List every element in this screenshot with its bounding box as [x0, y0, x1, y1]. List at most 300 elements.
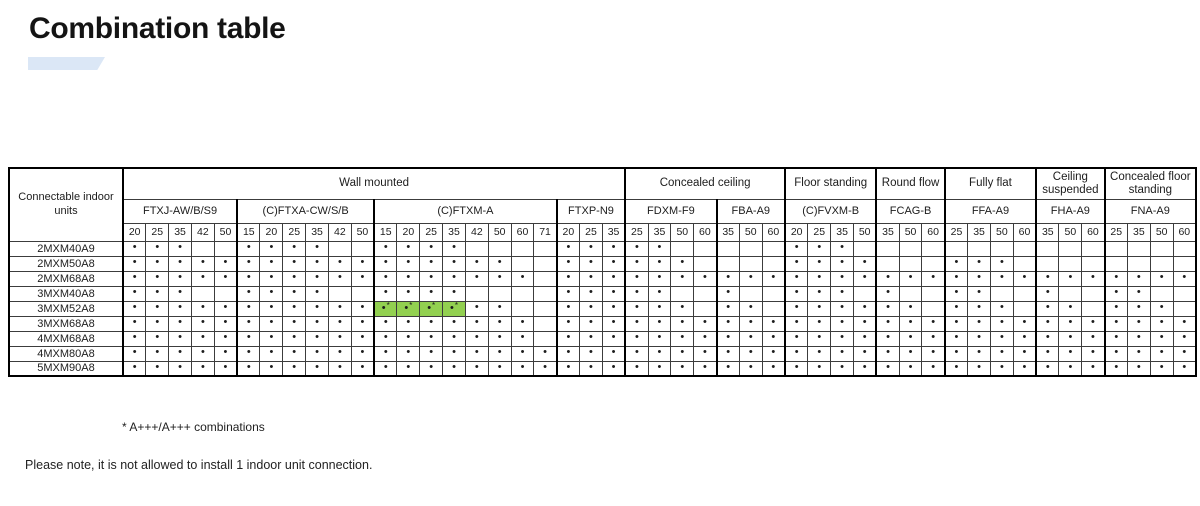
size-header: 60	[762, 223, 785, 241]
dot-marker: •	[497, 316, 502, 328]
combination-cell	[191, 331, 214, 346]
combination-cell	[283, 316, 306, 331]
combination-cell	[854, 301, 877, 316]
dot-marker: •	[680, 256, 685, 268]
combination-cell	[648, 331, 671, 346]
combination-cell	[580, 256, 603, 271]
dot-marker: •	[886, 301, 890, 313]
dot-marker: •	[269, 346, 274, 358]
combination-cell	[1150, 331, 1173, 346]
combination-cell	[260, 301, 283, 316]
combination-cell	[146, 316, 169, 331]
combination-cell	[602, 256, 625, 271]
dot-marker: •	[726, 316, 731, 328]
size-header: 60	[1082, 223, 1105, 241]
size-header: 50	[351, 223, 374, 241]
combination-cell	[283, 301, 306, 316]
dot-marker: •	[862, 316, 867, 328]
combination-cell	[580, 286, 603, 301]
combination-cell-empty	[1127, 241, 1150, 256]
combination-cell	[443, 271, 466, 286]
combination-cell	[169, 256, 192, 271]
dot-marker: •	[383, 331, 388, 343]
dot-marker: •	[817, 346, 822, 358]
dot-marker: •	[132, 241, 137, 253]
dot-marker: •	[748, 316, 753, 328]
dot-marker: •	[886, 286, 890, 298]
dot-marker: •	[999, 256, 1004, 268]
combination-cell	[717, 331, 740, 346]
combination-cell	[488, 256, 511, 271]
combination-cell	[237, 271, 260, 286]
star-marker: *	[432, 301, 436, 310]
combination-cell	[762, 331, 785, 346]
dot-marker: •	[566, 241, 571, 253]
combination-cell	[717, 301, 740, 316]
combination-cell	[534, 346, 557, 361]
dot-marker: •	[748, 301, 753, 313]
dot-marker: •	[931, 346, 936, 358]
dot-marker: •	[702, 316, 707, 328]
combination-cell	[237, 256, 260, 271]
dot-marker: •	[429, 361, 434, 373]
dot-marker: •	[223, 271, 228, 283]
combination-cell	[1036, 346, 1059, 361]
combination-cell	[648, 241, 671, 256]
combination-cell	[214, 271, 237, 286]
combination-cell	[1082, 346, 1105, 361]
combination-cell	[328, 256, 351, 271]
combination-cell	[420, 316, 443, 331]
dot-marker: •	[452, 361, 456, 373]
dot-marker: •	[977, 346, 981, 358]
dot-marker: •	[269, 331, 274, 343]
dot-marker: •	[977, 316, 981, 328]
dot-marker: •	[977, 256, 981, 268]
combination-cell	[123, 346, 146, 361]
combination-cell-empty	[899, 286, 922, 301]
dot-marker: •	[1068, 271, 1073, 283]
combination-cell	[1013, 346, 1036, 361]
dot-marker: •	[269, 361, 274, 373]
dot-marker: •	[794, 316, 799, 328]
dot-marker: •	[657, 271, 662, 283]
combination-cell	[374, 331, 397, 346]
dot-marker: •	[429, 346, 434, 358]
size-header: 25	[580, 223, 603, 241]
combination-cell	[465, 271, 488, 286]
dot-marker: •	[634, 331, 639, 343]
combination-cell	[876, 271, 899, 286]
combination-cell-empty	[694, 241, 717, 256]
combination-cell-empty	[990, 286, 1013, 301]
combination-cell	[191, 346, 214, 361]
dot-marker: •	[1091, 271, 1095, 283]
combination-cell	[306, 316, 329, 331]
dot-marker: •	[840, 241, 845, 253]
combination-cell	[557, 256, 580, 271]
dot-marker: •	[132, 256, 137, 268]
dot-marker: •	[840, 271, 845, 283]
dot-marker: •	[680, 346, 685, 358]
dot-marker: •	[474, 346, 479, 358]
dot-marker: •	[589, 346, 593, 358]
size-header: 20	[397, 223, 420, 241]
combination-cell	[648, 301, 671, 316]
dot-marker: •	[1045, 346, 1050, 358]
combination-cell	[854, 331, 877, 346]
dot-marker: •	[634, 241, 639, 253]
combination-cell	[169, 346, 192, 361]
combination-cell	[511, 331, 534, 346]
combination-cell	[511, 346, 534, 361]
combination-cell	[1082, 331, 1105, 346]
group-header: Floor standing	[785, 168, 876, 199]
combination-cell-empty	[1105, 256, 1128, 271]
dot-marker: •	[1182, 346, 1187, 358]
size-header: 35	[602, 223, 625, 241]
dot-marker: •	[702, 346, 707, 358]
combination-cell	[351, 346, 374, 361]
combination-cell	[1173, 346, 1196, 361]
dot-marker: •	[680, 301, 685, 313]
combination-cell	[602, 346, 625, 361]
combination-cell	[762, 316, 785, 331]
combination-cell-empty	[534, 316, 557, 331]
combination-cell-empty	[351, 241, 374, 256]
combination-cell	[328, 301, 351, 316]
combination-cell	[625, 301, 648, 316]
dot-marker: •	[452, 286, 456, 298]
combination-cell	[1105, 301, 1128, 316]
table-row	[9, 286, 1196, 301]
dot-marker: •	[360, 256, 365, 268]
dot-marker: •	[862, 346, 867, 358]
combination-cell	[1082, 361, 1105, 376]
combination-cell-empty	[990, 241, 1013, 256]
combination-cell	[351, 256, 374, 271]
dot-marker: •	[337, 301, 342, 313]
combination-cell	[1173, 316, 1196, 331]
combination-cell	[169, 316, 192, 331]
dot-marker: •	[817, 256, 822, 268]
group-header: Round flow	[876, 168, 944, 199]
combination-cell	[831, 241, 854, 256]
dot-marker: •	[886, 331, 890, 343]
combination-cell	[465, 316, 488, 331]
group-header: Wall mounted	[123, 168, 625, 199]
combination-cell	[785, 346, 808, 361]
dot-marker: •	[954, 361, 959, 373]
dot-marker: •	[520, 331, 525, 343]
dot-marker: •	[132, 361, 137, 373]
combination-cell	[420, 241, 443, 256]
dot-marker: •	[383, 346, 388, 358]
dot-marker: •	[999, 331, 1004, 343]
combination-cell	[694, 316, 717, 331]
dot-marker: •	[1022, 331, 1027, 343]
dot-marker: •	[908, 331, 913, 343]
dot-marker: •	[634, 346, 639, 358]
dot-marker: •	[771, 316, 776, 328]
size-header: 60	[922, 223, 945, 241]
size-header: 35	[968, 223, 991, 241]
dot-marker: •	[223, 256, 228, 268]
combination-cell-empty	[1013, 301, 1036, 316]
dot-marker: •	[155, 346, 160, 358]
combination-cell-empty	[694, 286, 717, 301]
dot-marker: •	[337, 331, 342, 343]
dot-marker: •	[1114, 286, 1119, 298]
combination-cell	[123, 361, 146, 376]
combination-cell-empty	[762, 241, 785, 256]
dot-marker: •	[429, 256, 434, 268]
dot-marker: •	[406, 286, 411, 298]
dot-marker: •	[269, 301, 274, 313]
size-header: 20	[260, 223, 283, 241]
dot-marker: •	[771, 346, 776, 358]
dot-marker: •	[566, 301, 571, 313]
model-header: (C)FTXA-CW/S/B	[237, 199, 374, 223]
combination-cell	[625, 361, 648, 376]
combination-cell	[169, 241, 192, 256]
dot-marker: •	[999, 271, 1004, 283]
combination-cell	[739, 316, 762, 331]
combination-cell	[169, 301, 192, 316]
combination-cell	[831, 301, 854, 316]
combination-cell-empty	[1173, 301, 1196, 316]
combination-cell	[671, 256, 694, 271]
combination-cell	[1127, 301, 1150, 316]
star-marker: *	[454, 301, 458, 310]
dot-marker: •	[429, 331, 434, 343]
combination-cell	[169, 286, 192, 301]
dot-marker: •	[406, 256, 411, 268]
outdoor-unit-label: 3MXM52A8	[9, 301, 123, 316]
dot-marker: •	[726, 331, 731, 343]
combination-cell-empty	[671, 286, 694, 301]
dot-marker: •	[1136, 331, 1141, 343]
combination-cell	[1013, 361, 1036, 376]
dot-marker: •	[566, 346, 571, 358]
combination-cell	[831, 316, 854, 331]
dot-marker: •	[246, 271, 251, 283]
dot-marker: •	[611, 346, 616, 358]
size-header: 50	[214, 223, 237, 241]
dot-marker: •	[999, 361, 1004, 373]
dot-marker: •	[840, 316, 845, 328]
combination-cell	[1105, 346, 1128, 361]
combination-cell	[260, 256, 283, 271]
dot-marker: •	[246, 316, 251, 328]
combination-cell	[146, 346, 169, 361]
combination-cell	[351, 271, 374, 286]
combination-cell	[899, 271, 922, 286]
dot-marker: •	[497, 271, 502, 283]
size-header: 50	[671, 223, 694, 241]
combination-cell	[1036, 286, 1059, 301]
combination-cell	[328, 316, 351, 331]
dot-marker: •	[589, 286, 593, 298]
combination-cell	[260, 331, 283, 346]
dot-marker: •	[315, 316, 319, 328]
combination-cell	[580, 346, 603, 361]
combination-cell	[214, 301, 237, 316]
combination-cell	[785, 301, 808, 316]
combination-cell	[557, 346, 580, 361]
combination-cell	[557, 241, 580, 256]
dot-marker: •	[702, 331, 707, 343]
dot-marker: •	[246, 241, 251, 253]
combination-cell	[374, 301, 397, 316]
combination-cell	[602, 301, 625, 316]
combination-cell	[580, 241, 603, 256]
dot-marker: •	[1159, 301, 1164, 313]
combination-cell	[602, 241, 625, 256]
dot-marker: •	[589, 256, 593, 268]
combination-cell	[922, 316, 945, 331]
dot-marker: •	[406, 241, 411, 253]
combination-cell	[968, 301, 991, 316]
dot-marker: •	[223, 301, 228, 313]
dot-marker: •	[931, 361, 936, 373]
combination-cell	[945, 256, 968, 271]
dot-marker: •	[726, 361, 731, 373]
combination-cell	[306, 301, 329, 316]
dot-marker: •	[1045, 271, 1050, 283]
combination-cell	[1127, 361, 1150, 376]
combination-cell	[397, 301, 420, 316]
combination-cell-empty	[1127, 256, 1150, 271]
dot-marker: •	[474, 271, 479, 283]
dot-marker: •	[246, 361, 251, 373]
outdoor-unit-label: 2MXM50A8	[9, 256, 123, 271]
combination-cell	[328, 331, 351, 346]
combination-cell	[922, 271, 945, 286]
combination-cell-empty	[1150, 256, 1173, 271]
group-header: Ceiling suspended	[1036, 168, 1104, 199]
combination-cell	[694, 271, 717, 286]
model-header: (C)FVXM-B	[785, 199, 876, 223]
combination-cell	[146, 256, 169, 271]
combination-cell	[831, 361, 854, 376]
dot-marker: •	[1136, 301, 1141, 313]
dot-marker: •	[702, 271, 707, 283]
size-header: 35	[306, 223, 329, 241]
dot-marker: •	[429, 271, 434, 283]
combination-cell	[237, 286, 260, 301]
dot-marker: •	[497, 331, 502, 343]
dot-marker: •	[634, 316, 639, 328]
combination-cell	[739, 301, 762, 316]
combination-cell	[717, 346, 740, 361]
combination-cell	[191, 256, 214, 271]
combination-cell	[1127, 331, 1150, 346]
combination-cell	[146, 286, 169, 301]
dot-marker: •	[1159, 346, 1164, 358]
combination-cell-empty	[1036, 241, 1059, 256]
dot-marker: •	[383, 316, 388, 328]
size-header: 35	[1127, 223, 1150, 241]
dot-marker: •	[817, 361, 822, 373]
combination-cell	[945, 271, 968, 286]
combination-cell	[420, 331, 443, 346]
combination-cell	[808, 331, 831, 346]
dot-marker: •	[155, 286, 160, 298]
dot-marker: •	[246, 286, 251, 298]
combination-cell	[557, 331, 580, 346]
combination-cell	[557, 316, 580, 331]
dot-marker: •	[1022, 271, 1027, 283]
combination-cell	[351, 301, 374, 316]
dot-marker: •	[383, 361, 388, 373]
combination-cell	[123, 241, 146, 256]
combination-cell	[739, 346, 762, 361]
dot-marker: •	[840, 331, 845, 343]
dot-marker: •	[200, 316, 205, 328]
dot-marker: •	[132, 271, 137, 283]
combination-cell	[945, 331, 968, 346]
combination-cell	[260, 346, 283, 361]
combination-cell-empty	[1150, 241, 1173, 256]
dot-marker: •	[680, 361, 685, 373]
dot-marker: •	[178, 361, 182, 373]
combination-cell	[123, 301, 146, 316]
combination-cell	[854, 256, 877, 271]
dot-marker: •	[931, 316, 936, 328]
combination-cell	[306, 286, 329, 301]
combination-cell	[146, 301, 169, 316]
dot-marker: •	[269, 316, 274, 328]
size-header: 50	[990, 223, 1013, 241]
size-header: 50	[1059, 223, 1082, 241]
dot-marker: •	[406, 316, 411, 328]
combination-cell	[1059, 271, 1082, 286]
dot-marker: •	[1045, 316, 1050, 328]
dot-marker: •	[1182, 316, 1187, 328]
combination-cell	[625, 241, 648, 256]
combination-cell	[191, 271, 214, 286]
dot-marker: •	[954, 256, 959, 268]
combination-cell	[214, 331, 237, 346]
size-header: 20	[557, 223, 580, 241]
dot-marker: •	[999, 301, 1004, 313]
dot-marker: •	[223, 316, 228, 328]
combination-cell	[214, 361, 237, 376]
combination-cell-empty	[1105, 241, 1128, 256]
combination-cell	[1105, 331, 1128, 346]
combination-cell-empty	[922, 301, 945, 316]
combination-cell	[191, 361, 214, 376]
combination-cell	[123, 256, 146, 271]
dot-marker: •	[908, 316, 913, 328]
combination-cell	[785, 256, 808, 271]
combination-cell-empty	[1082, 256, 1105, 271]
dot-marker: •	[315, 256, 319, 268]
model-header: FFA-A9	[945, 199, 1036, 223]
dot-marker: •	[634, 286, 639, 298]
combination-cell	[876, 316, 899, 331]
combination-cell	[945, 286, 968, 301]
dot-marker: •	[200, 271, 205, 283]
dot-marker: •	[429, 286, 434, 298]
size-header: 35	[648, 223, 671, 241]
combination-cell	[1105, 316, 1128, 331]
combination-cell	[306, 241, 329, 256]
dot-marker: •	[200, 361, 205, 373]
combination-cell	[306, 361, 329, 376]
combination-cell	[990, 271, 1013, 286]
